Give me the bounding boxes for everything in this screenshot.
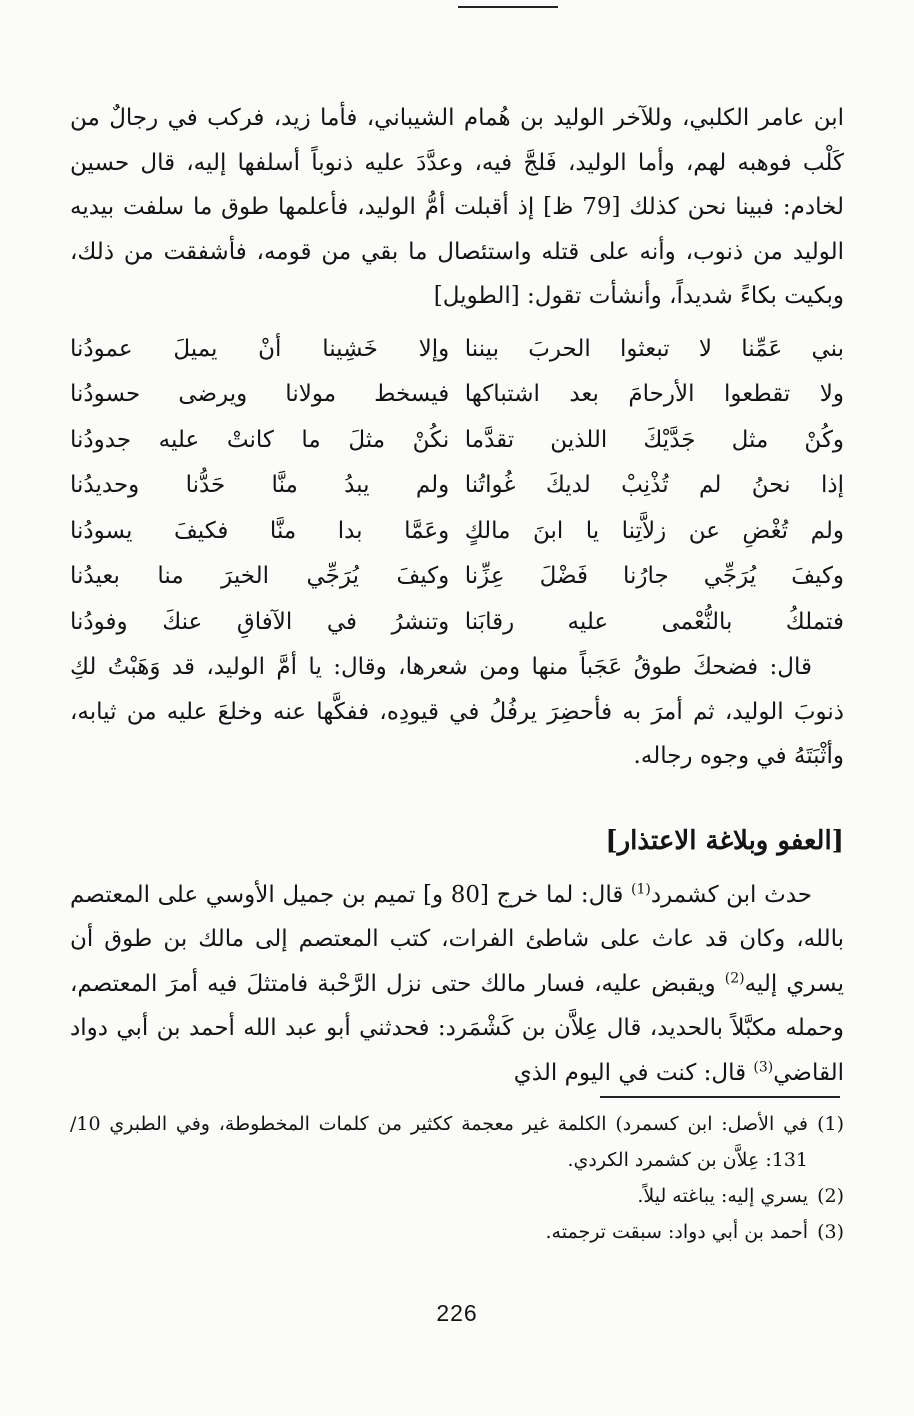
page-body [70, 96, 844, 1095]
verse [70, 554, 844, 600]
verse-first-hemistich: فتملكُ بالنُّعْمى عليه رقابَنا [464, 608, 844, 635]
verse-second-hemistich: فيسخط مولانا ويرضى حسودُنا [70, 381, 450, 407]
section-text-part: قال: كنت في اليوم الذي [513, 1059, 754, 1086]
footnote [70, 1178, 844, 1214]
section-text-part: ويقبض عليه، فسار مالك حتى نزل الرَّحْبة فامتثلَ فيه أمرَ المعتصم، وحمله مكبَّلاً بالحديد، قال عِلاَّن بن كَشْمَرد: فحدثني أبو عبد الله أحمد بن أبي دواد القاضي [70, 970, 844, 1086]
verse-first-hemistich: بني عَمِّنا لا تبعثوا الحربَ بيننا [464, 335, 844, 362]
footnote [70, 1106, 844, 1178]
footnote-marker: (3) [753, 1058, 774, 1075]
verse [70, 509, 844, 555]
footnote [70, 1214, 844, 1250]
verse-second-hemistich: وتنشرُ في الآفاقِ عنكَ وفودُنا [70, 608, 450, 635]
verse-second-hemistich: ولم يبدُ منَّا حَدُّنا وحديدُنا [70, 472, 450, 498]
verse-second-hemistich: وإلا خَشِينا أنْ يميلَ عمودُنا [70, 335, 450, 362]
footnote-marker: (1) [630, 880, 651, 897]
opening-paragraph: ابن عامر الكلبي، وللآخر الوليد بن هُمام الشيباني، فأما زيد، فركب في رجالٌ من كَلْب فوهبه لهم، وأما الوليد، فَلجَّ فيه، وعدَّدَ عليه ذنوباً أسلفها إليه، قال حسين لخادم: فبينا نحن كذلك [79 ظ] إذ أقبلت أمُّ الوليد، فأعلمها طوق ما سلفت بيديه الوليد من ذنوب، وأنه على قتله واستئصال ما بقي من قومه، فأشفقت من ذلك، وبكيت بكاءً شديداً، وأنشأت تقول: [الطويل] [70, 105, 845, 309]
verse [70, 372, 844, 418]
verse-first-hemistich: إذا نحنُ لم تُذْنِبْ لديكَ غُواتُنا [464, 472, 844, 498]
verse-first-hemistich: ولم تُغْضِ عن زلاَّتِنا يا ابنَ مالكٍ [464, 517, 844, 544]
poem [70, 327, 844, 646]
section-text-part: قال: لما خرج [80 و] تميم بن جميل الأوسي على المعتصم بالله، وكان قد عاث على شاطئ الفرات، كتب المعتصم إلى مالك بن طوق أن يسري إليه [70, 881, 845, 997]
verse-first-hemistich: وكُنْ مثل جَدَّيْكَ اللذين تقدَّما [464, 426, 844, 453]
after-poem-paragraph: قال: فضحكَ طوقُ عَجَباً منها ومن شعرها، وقال: يا أمَّ الوليد، قد وَهَبْتُ لكِ ذنوبَ الوليد، ثم أمرَ به فأحضِرَ يرفُلُ في قيودِه، ففكَّها عنه وخلعَ عليه من ثيابه، وأثْبَتَهُ في وجوه رجاله. [70, 654, 844, 769]
verse-second-hemistich: وكيفَ يُرَجِّي الخيرَ منا بعيدُنا [70, 563, 450, 589]
verse-first-hemistich: وكيفَ يُرَجِّي جارُنا فَضْلَ عِزِّنا [464, 563, 844, 589]
verse [70, 600, 844, 646]
verse [70, 327, 844, 373]
footnote-text: يسري إليه: يباغته ليلاً. [637, 1185, 808, 1207]
verse [70, 418, 844, 464]
footnote-marker: (2) [724, 969, 745, 986]
footnote-text: أحمد بن أبي دواد: سبقت ترجمته. [545, 1221, 808, 1243]
verse-second-hemistich: وعَمَّا بدا منَّا فكيفَ يسودُنا [70, 517, 450, 544]
section-title: [العفو وبلاغة الاعتذار] [605, 825, 844, 856]
footnote-number: (2) [817, 1185, 844, 1207]
verse-second-hemistich: نكُنْ مثلَ ما كانتْ عليه جدودُنا [70, 426, 450, 453]
section-paragraph [70, 873, 844, 1096]
verse [70, 463, 844, 509]
footnote-number: (1) [817, 1113, 844, 1135]
section-text-part: حدث ابن كشمرد [650, 881, 813, 908]
verse-first-hemistich: ولا تقطعوا الأرحامَ بعد اشتباكها [464, 381, 844, 407]
footnote-number: (3) [817, 1221, 844, 1243]
top-rule [458, 6, 558, 8]
page-number: 226 [436, 1300, 478, 1326]
footnotes [70, 1106, 844, 1250]
footnote-rule [600, 1096, 840, 1098]
footnote-text: في الأصل: ابن كسمرد) الكلمة غير معجمة ككثير من كلمات المخطوطة، وفي الطبري 10/ 131: عِلاَّن بن كشمرد الكردي. [70, 1113, 808, 1171]
